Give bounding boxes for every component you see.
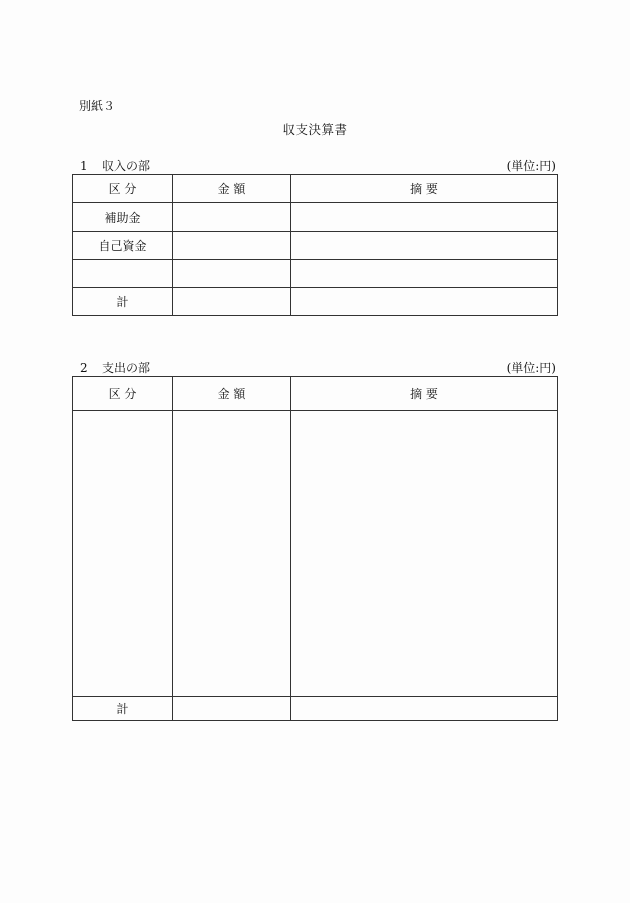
income-row-remarks[interactable]: [291, 232, 558, 260]
expense-body-row: [73, 411, 558, 697]
expense-total-amount[interactable]: [173, 697, 291, 721]
expense-header-amount: 金 額: [173, 377, 291, 411]
income-row-remarks[interactable]: [291, 203, 558, 232]
income-row-category: 補助金: [73, 203, 173, 232]
income-row-amount[interactable]: [173, 203, 291, 232]
appendix-label: 別紙３: [79, 99, 116, 113]
expense-total-label: 計: [73, 697, 173, 721]
income-section-heading: [80, 157, 150, 174]
expense-section-title: 支出の部: [102, 361, 151, 375]
income-section-number: 1: [80, 159, 88, 173]
income-total-label: 計: [73, 288, 173, 316]
expense-section-heading: [80, 359, 150, 376]
document-title: 収支決算書: [282, 122, 348, 137]
expense-table: [72, 376, 558, 721]
income-header-category: 区 分: [73, 175, 173, 203]
table-row: [73, 232, 558, 260]
expense-section-number: 2: [80, 361, 88, 375]
expense-total-row: [73, 697, 558, 721]
expense-body-remarks[interactable]: [291, 411, 558, 697]
table-row: [73, 260, 558, 288]
expense-unit-label: (単位:円): [506, 361, 556, 375]
expense-total-remarks[interactable]: [291, 697, 558, 721]
income-header-row: [73, 175, 558, 203]
income-total-row: [73, 288, 558, 316]
expense-header-category: 区 分: [73, 377, 173, 411]
income-total-amount[interactable]: [173, 288, 291, 316]
income-row-amount[interactable]: [173, 232, 291, 260]
expense-header-row: [73, 377, 558, 411]
income-table: [72, 174, 558, 316]
expense-body-amount[interactable]: [173, 411, 291, 697]
expense-body-category[interactable]: [73, 411, 173, 697]
income-unit-label: (単位:円): [506, 159, 556, 173]
income-row-amount[interactable]: [173, 260, 291, 288]
income-row-category: 自己資金: [73, 232, 173, 260]
table-row: [73, 203, 558, 232]
income-row-category[interactable]: [73, 260, 173, 288]
income-row-remarks[interactable]: [291, 260, 558, 288]
income-header-amount: 金 額: [173, 175, 291, 203]
income-total-remarks[interactable]: [291, 288, 558, 316]
income-section-title: 収入の部: [102, 159, 151, 173]
income-header-remarks: 摘 要: [291, 175, 558, 203]
expense-header-remarks: 摘 要: [291, 377, 558, 411]
